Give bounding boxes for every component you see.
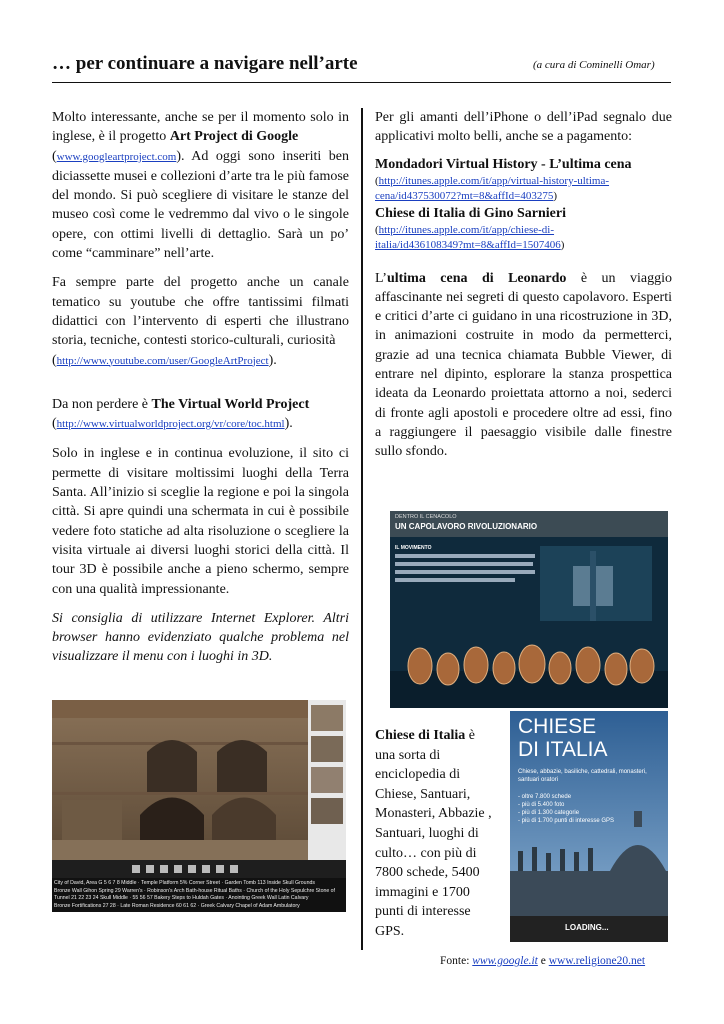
paragraph-apps-intro: Per gli amanti dell’iPhone o dell’iPad segnalo due applicativi molto belli, anche se a pagamento:: [375, 110, 672, 145]
cena-text-line: [395, 554, 535, 558]
app1-title: Mondadori Virtual History - L’ultima cena: [375, 156, 632, 172]
paragraph-terra-santa: Solo in inglese e in continua evoluzione, il sito ci permette di visitare moltissimi luoghi della Terra Santa. All’inizio si sceglie la regione e poi la singola città. Si apre quindi una schermata in cui è possibile vedere foto statiche ad alta risoluzione o scegliere la visita virtuale ai diversi luoghi storici della città. Il tour 3D è possibile anche a pieno schermo, sempre con una qualità impressionante.: [52, 446, 349, 597]
cena-section-label: IL MOVIMENTO: [395, 545, 432, 551]
cena-header-title: UN CAPOLAVORO RIVOLUZIONARIO: [395, 522, 538, 531]
paragraph-virtual-world: Da non perdere è The Virtual World Project (http://www.virtualworldproject.org/vr/core/toc.html).: [52, 396, 310, 432]
paragraph-youtube: Fa sempre parte del progetto anche un canale tematico su youtube che offre tantissimi filmati didattici con l’intervento di esperti che illustrano storia, tecniche, contesti storico-culturali, curiosità (http://www.youtube.com/user/GoogleArtProject).: [52, 275, 349, 368]
app1-link[interactable]: (http://itunes.apple.com/it/app/virtual-history-ultima- cena/id437530072?mt=8&affId=403275): [375, 174, 610, 202]
chiese-name: Chiese di Italia: [375, 728, 466, 743]
chiese-title-1: CHIESE: [518, 715, 597, 738]
holy-sepulchre-screenshot: [52, 700, 346, 912]
cena-text-line: [395, 578, 515, 582]
religione20-link[interactable]: www.religione20.net: [548, 955, 646, 967]
virtual-world-name: The Virtual World Project: [151, 396, 310, 412]
places-menu[interactable]: City of David, Area G 5 6 7 8 Middle · Temple Platform 5% Corner Street · Garden Tomb 113 Inside Skull Grounds Bronze Wall Gihon Spring 29 Warren's · Robinson's Arch Bath-house Ritual Baths · Church of the Holy Sepulchre Stone of Tunnel 21 22 23 24 Skull Middle · 55 56 57 Bakery Steps to Huldah Gates · Anointing Greek Wall Latin Calvary Bronze Fortifications 27 28 · Late Roman Residence 60 61 62 · Greek Calvary Chapel of Adam Ambulatory: [54, 880, 335, 909]
app2-title: Chiese di Italia di Gino Sarnieri: [375, 205, 566, 221]
cena-text-line: [395, 570, 535, 574]
paragraph-art-project: Molto interessante, anche se per il momento solo in inglese, è il progetto Art Project di Google (www.googleartproject.com). Ad oggi sono inseriti ben diciassette musei e collezioni d’arte tra le più famose del mondo. Si può scegliere di visitare le stanze del museo così come le vedremmo dal vivo o le singole opere, con ottimi livelli di dettaglio. Sarà un po’ come “camminare” nell’arte.: [52, 110, 349, 262]
art-project-name: Art Project di Google: [169, 129, 299, 145]
cena-header-small: DENTRO IL CENACOLO: [395, 514, 457, 520]
left-column: [52, 108, 349, 677]
right-column: [375, 108, 672, 472]
paragraph-browser-note: Si consiglia di utilizzare Internet Explorer. Altri browser hanno evidenziato qualche problema nel visualizzare il menu con i luoghi in 3D.: [52, 610, 349, 665]
ultima-cena-screenshot: [390, 511, 668, 708]
source-footer: Fonte: www.google.it e www.religione20.net: [440, 955, 646, 967]
google-link[interactable]: www.google.it: [472, 955, 538, 967]
column-divider: [361, 108, 363, 950]
googleartproject-link[interactable]: www.googleartproject.com: [56, 150, 177, 163]
virtualworld-link[interactable]: http://www.virtualworldproject.org/vr/core/toc.html: [56, 418, 285, 431]
app2-link[interactable]: (http://itunes.apple.com/it/app/chiese-di- italia/id436108349?mt=8&affId=1507406): [375, 223, 565, 251]
cena-text-line: [395, 562, 533, 566]
chiese-description: Chiese di Italia è una sorta di enciclopedia di Chiese, Santuari, Monasteri, Abbazie , Santuari, luoghi di culto… con più di 7800 schede, 5400 immagini e 1700 punti di interesse GPS.: [375, 728, 492, 939]
paragraph-ultima-cena: L’ultima cena di Leonardo è un viaggio affascinante nei segreti di questo capolavoro. Esperti e critici d’arte ci guidano in una ricostruzione in 3D, in animazioni costruite in modo da permetterci, grazie ad una tecnica chiamata Bubble Viewer, di entrare nel dipinto, esplorare la stanza prospettica ideata da Leonardo proiettata attorno a noi, sederci di fronte agli apostoli e procedere oltre ad essi, fino a raggiungere il paesaggio visibile dalle finestre sullo sfondo.: [375, 270, 672, 460]
loading-label: LOADING...: [565, 923, 609, 932]
youtube-link[interactable]: http://www.youtube.com/user/GoogleArtProject: [56, 354, 269, 367]
chiese-title-2: DI ITALIA: [518, 738, 608, 761]
byline: (a cura di Cominelli Omar): [533, 59, 655, 71]
chiese-subtitle: Chiese, abbazie, basiliche, cattedrali, monasteri, santuari oratori: [518, 769, 647, 783]
page-title: … per continuare a navigare nell’arte: [52, 53, 358, 74]
chiese-bullets: - oltre 7.800 schede - più di 5.400 foto - più di 1.300 categorie - più di 1.700 punti di interesse GPS: [518, 794, 615, 824]
ultima-cena-artwork: [390, 511, 668, 708]
chiese-di-italia-screenshot: [510, 711, 668, 942]
header-rule: [52, 82, 671, 83]
